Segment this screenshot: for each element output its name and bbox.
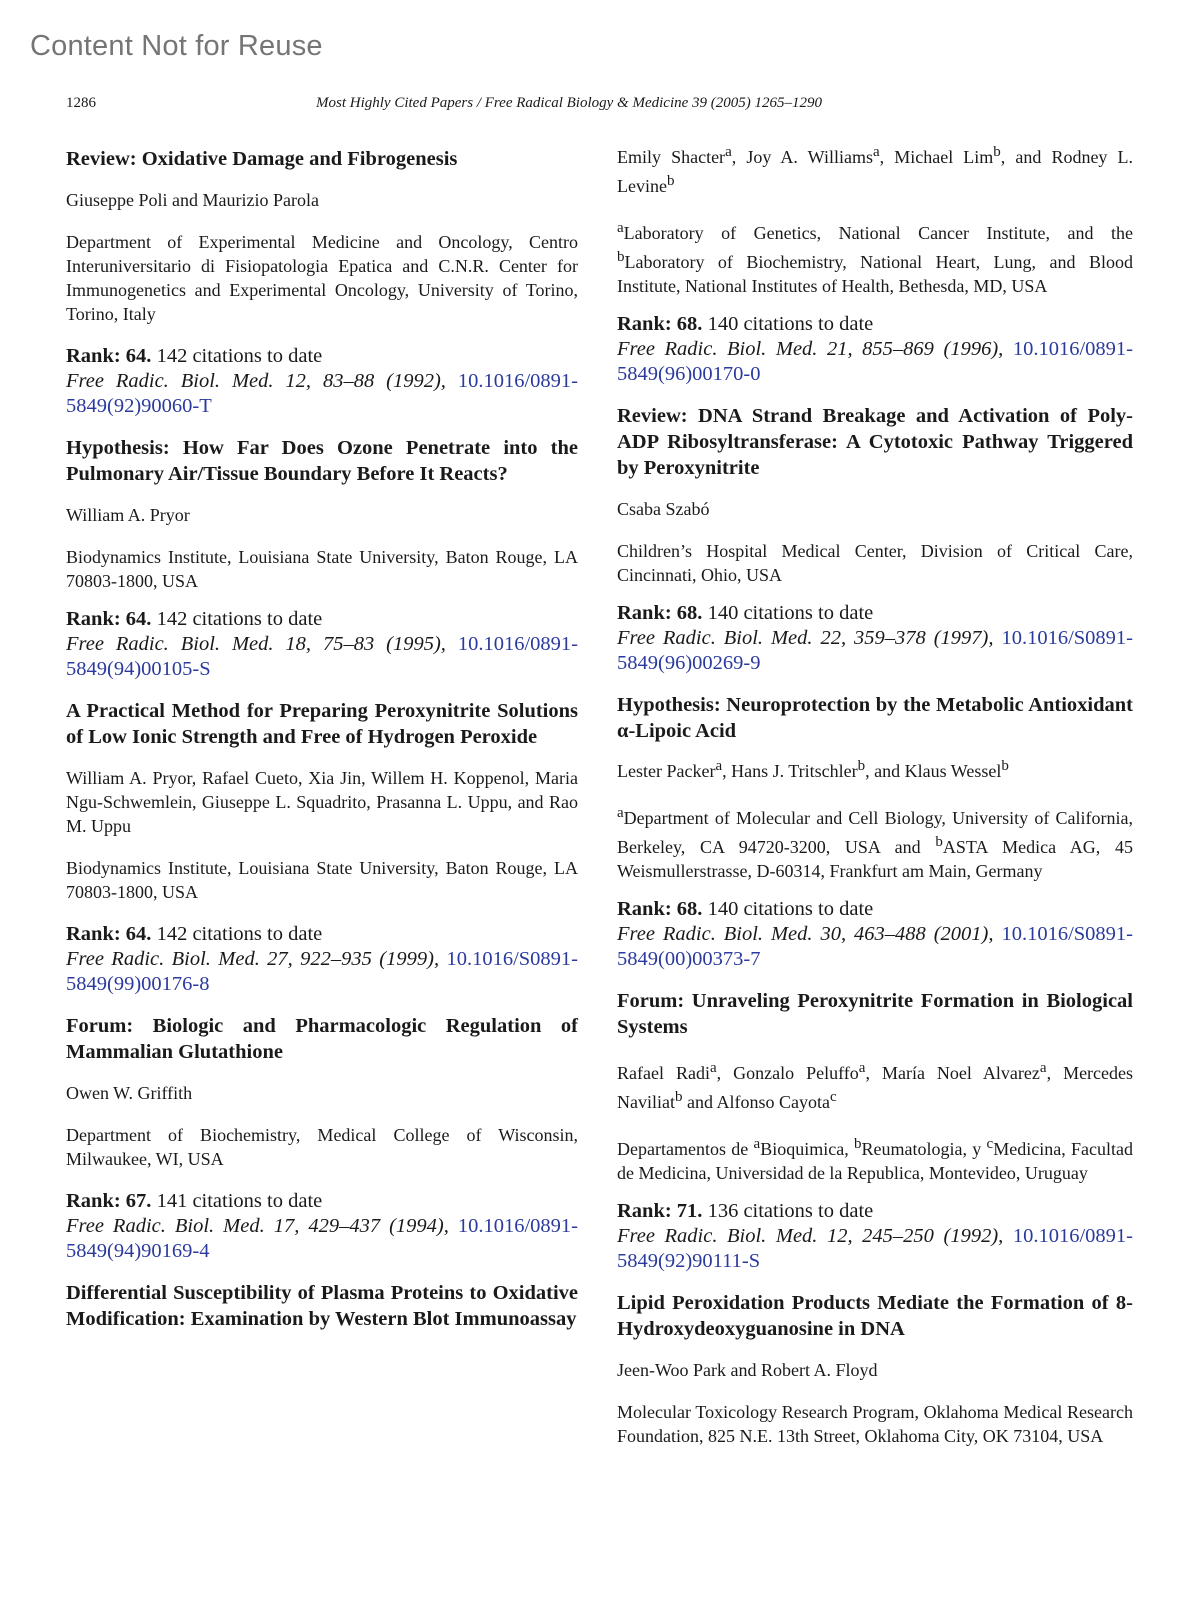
affiliation-part: Reumatologia, y (861, 1139, 987, 1159)
author: Alfonso Cayota (716, 1092, 830, 1112)
paper-entry (66, 435, 578, 682)
paper-title: Lipid Peroxidation Products Mediate the Formation of 8-Hydroxydeoxyguanosine in DNA (617, 1292, 1133, 1340)
rank-label: Rank: 64. (66, 923, 152, 945)
author: Hans J. Tritschler (731, 761, 858, 781)
rank-line (617, 601, 1133, 626)
journal-reference: Free Radic. Biol. Med. 18, 75–83 (1995), (66, 633, 446, 655)
journal-citation (617, 626, 1133, 676)
author: Emily Shacter (617, 147, 726, 167)
rank-label: Rank: 71. (617, 1200, 703, 1222)
paper-affiliation: Children’s Hospital Medical Center, Division of Critical Care, Cincinnati, Ohio, USA (617, 541, 1133, 585)
citation-count: 142 citations to date (156, 608, 323, 630)
journal-reference: Free Radic. Biol. Med. 21, 855–869 (1996), (617, 338, 1004, 360)
journal-reference: Free Radic. Biol. Med. 12, 83–88 (1992), (66, 370, 446, 392)
affiliation-superscript: a (617, 805, 624, 821)
author: Rodney L. Levine (617, 147, 1134, 196)
paper-affiliation: Department of Biochemistry, Medical College of Wisconsin, Milwaukee, WI, USA (66, 1125, 578, 1169)
paper-authors: Csaba Szabó (617, 499, 710, 519)
paper-authors: William A. Pryor (66, 505, 190, 525)
paper-title-text: -Lipoic Acid (628, 720, 737, 742)
author: Rafael Radi (617, 1063, 710, 1083)
paper-entry (66, 698, 578, 997)
journal-citation (617, 922, 1133, 972)
rank-line (617, 1199, 1133, 1224)
journal-reference: Free Radic. Biol. Med. 12, 245–250 (1992), (617, 1225, 1004, 1247)
rank-label: Rank: 67. (66, 1190, 152, 1212)
doi-link[interactable]: 10.1016/0891-5849(96)00170-0 (617, 338, 1134, 385)
running-head: Most Highly Cited Papers / Free Radical Biology & Medicine 39 (2005) 1265–1290 (316, 95, 823, 111)
paper-authors: Emily Shacter$^a$, Joy A. Williams$^a$, Michael Lim$^b$, and Rodney L. Levine$^b$ (617, 144, 1134, 196)
affiliation-superscript: c (986, 1136, 994, 1152)
doi-link[interactable]: 10.1016/0891-5849(94)00105-S (66, 633, 579, 680)
affiliation-superscript: b (617, 249, 625, 265)
paper-entry-continued (617, 140, 1133, 387)
rank-line (66, 922, 578, 947)
author-superscript: a (709, 1060, 717, 1076)
affiliation-part: Medicina, Facultad de Medicina, Universidad de la Republica, Montevideo, Uruguay (617, 1139, 1133, 1183)
paper-entry (66, 1013, 578, 1264)
author: Lester Packer (617, 761, 716, 781)
rank-label: Rank: 64. (66, 345, 152, 367)
alpha-symbol: α (617, 720, 629, 742)
paper-title: Forum: Unraveling Peroxynitrite Formation in Biological Systems (617, 990, 1133, 1038)
paper-title: Review: DNA Strand Breakage and Activation of Poly-ADP Ribosyltransferase: A Cytotoxic Pathway Triggered by Peroxynitrite (617, 405, 1133, 479)
paper-title (617, 692, 1133, 744)
citation-count: 140 citations to date (707, 313, 874, 335)
paper-entry (66, 146, 578, 419)
rank-label: Rank: 68. (617, 898, 703, 920)
author: Klaus Wessel (904, 761, 1002, 781)
journal-reference: Free Radic. Biol. Med. 27, 922–935 (1999), (66, 948, 440, 970)
author: Michael Lim (894, 147, 994, 167)
journal-citation (66, 1214, 578, 1264)
watermark: Content Not for Reuse (30, 30, 323, 62)
author-superscript: b (993, 144, 1001, 160)
rank-line (617, 312, 1133, 337)
author-superscript: a (1039, 1060, 1047, 1076)
journal-citation (617, 337, 1133, 387)
paper-title: Review: Oxidative Damage and Fibrogenesis (66, 148, 458, 170)
author-superscript: c (829, 1089, 837, 1105)
journal-reference: Free Radic. Biol. Med. 30, 463–488 (2001), (617, 923, 994, 945)
paper-title: Differential Susceptibility of Plasma Proteins to Oxidative Modification: Examination by Western Blot Immunoassay (66, 1282, 578, 1330)
journal-citation (617, 1224, 1133, 1274)
author-superscript: a (858, 1060, 866, 1076)
rank-label: Rank: 68. (617, 602, 703, 624)
citation-count: 142 citations to date (156, 345, 323, 367)
author-superscript: a (872, 144, 880, 160)
affiliation-part: Departamentos de (617, 1139, 754, 1159)
page-number: 1286 (66, 95, 96, 111)
affiliation-part: Laboratory of Biochemistry, National Heart, Lung, and Blood Institute, National Institutes of Health, Bethesda, MD, USA (617, 252, 1133, 296)
journal-citation (66, 369, 578, 419)
doi-link[interactable]: 10.1016/S0891-5849(96)00269-9 (617, 627, 1133, 674)
journal-citation (66, 632, 578, 682)
doi-link[interactable]: 10.1016/S0891-5849(00)00373-7 (617, 923, 1133, 970)
paper-authors: William A. Pryor, Rafael Cueto, Xia Jin, Willem H. Koppenol, Maria Ngu-Schwemlein, Giuseppe L. Squadrito, Prasanna L. Uppu, and Rao M. Uppu (66, 768, 578, 836)
paper-entry (617, 692, 1133, 972)
paper-affiliation: Molecular Toxicology Research Program, Oklahoma Medical Research Foundation, 825 N.E. 13th Street, Oklahoma City, OK 73104, USA (617, 1402, 1133, 1446)
affiliation-superscript: a (753, 1136, 761, 1152)
rank-line (66, 1189, 578, 1214)
paper-title: A Practical Method for Preparing Peroxynitrite Solutions of Low Ionic Strength and Free of Hydrogen Peroxide (66, 700, 578, 748)
paper-entry (617, 403, 1133, 676)
citation-count: 136 citations to date (707, 1200, 874, 1222)
author: Gonzalo Peluffo (733, 1063, 859, 1083)
affiliation-superscript: b (853, 1136, 862, 1152)
paper-entry (617, 1290, 1133, 1448)
rank-line (66, 344, 578, 369)
rank-line (617, 897, 1133, 922)
author-superscript: b (674, 1089, 683, 1105)
paper-title: Hypothesis: How Far Does Ozone Penetrate into the Pulmonary Air/Tissue Boundary Before It Reacts? (66, 437, 578, 485)
author-superscript: a (715, 758, 723, 774)
journal-reference: Free Radic. Biol. Med. 22, 359–378 (1997), (617, 627, 994, 649)
paper-affiliation: Biodynamics Institute, Louisiana State University, Baton Rouge, LA 70803-1800, USA (66, 858, 578, 902)
affiliation-superscript: a (617, 220, 624, 236)
paper-affiliation (617, 216, 1133, 298)
rank-label: Rank: 68. (617, 313, 703, 335)
affiliation-part: Laboratory of Genetics, National Cancer Institute, and the (623, 223, 1133, 243)
rank-line (66, 607, 578, 632)
journal-citation (66, 947, 578, 997)
citation-count: 140 citations to date (707, 898, 874, 920)
affiliation-superscript: b (935, 834, 943, 850)
paper-authors: Giuseppe Poli and Maurizio Parola (66, 190, 319, 210)
author-superscript: b (1001, 758, 1009, 774)
right-column (617, 146, 1133, 1466)
paper-affiliation: Biodynamics Institute, Louisiana State University, Baton Rouge, LA 70803-1800, USA (66, 547, 578, 591)
paper-title-text: Hypothesis: Neuroprotection by the Metabolic Antioxidant (617, 694, 1133, 716)
paper-authors: Lester Packer$^a$, Hans J. Tritschler$^b$, and Klaus Wessel$^b$ (617, 758, 1009, 781)
paper-affiliation (617, 1132, 1133, 1185)
affiliation-part: Bioquimica, (760, 1139, 854, 1159)
citation-count: 142 citations to date (156, 923, 323, 945)
affiliation-part: Department of Molecular and Cell Biology, University of California, Berkeley, CA 94720-3200, USA and (617, 808, 1133, 857)
doi-link[interactable]: 10.1016/S0891-5849(99)00176-8 (66, 948, 579, 995)
citation-count: 141 citations to date (156, 1190, 323, 1212)
doi-link[interactable]: 10.1016/0891-5849(92)90060-T (66, 370, 579, 417)
doi-link[interactable]: 10.1016/0891-5849(92)90111-S (617, 1225, 1134, 1272)
paper-authors: Rafael Radi$^a$, Gonzalo Peluffo$^a$, María Noel Alvarez$^a$, Mercedes Naviliat$^b$ and Alfonso Cayota$^c$ (617, 1060, 1134, 1112)
paper-authors: Jeen-Woo Park and Robert A. Floyd (617, 1360, 878, 1380)
paper-affiliation (617, 801, 1133, 883)
author: María Noel Alvarez (881, 1063, 1040, 1083)
paper-affiliation: Department of Experimental Medicine and Oncology, Centro Interuniversitario di Fisiopatologia Epatica and C.N.R. Center for Immunogenetics and Experimental Oncology, University of Torino, Torino, Italy (66, 232, 578, 324)
paper-title: Forum: Biologic and Pharmacologic Regulation of Mammalian Glutathione (66, 1015, 578, 1063)
author: Joy A. Williams (746, 147, 873, 167)
paper-entry (66, 1280, 578, 1332)
author-superscript: b (857, 758, 866, 774)
author: Mercedes Naviliat (617, 1063, 1134, 1112)
rank-label: Rank: 64. (66, 608, 152, 630)
doi-link[interactable]: 10.1016/0891-5849(94)90169-4 (66, 1215, 579, 1262)
author-superscript: b (666, 173, 675, 189)
paper-authors: Owen W. Griffith (66, 1083, 193, 1103)
affiliation-part: ASTA Medica AG, 45 Weismullerstrasse, D-60314, Frankfurt am Main, Germany (617, 837, 1133, 881)
paper-entry (617, 988, 1133, 1274)
author-superscript: a (725, 144, 732, 160)
left-column (66, 146, 578, 1348)
journal-reference: Free Radic. Biol. Med. 17, 429–437 (1994), (66, 1215, 449, 1237)
citation-count: 140 citations to date (707, 602, 874, 624)
